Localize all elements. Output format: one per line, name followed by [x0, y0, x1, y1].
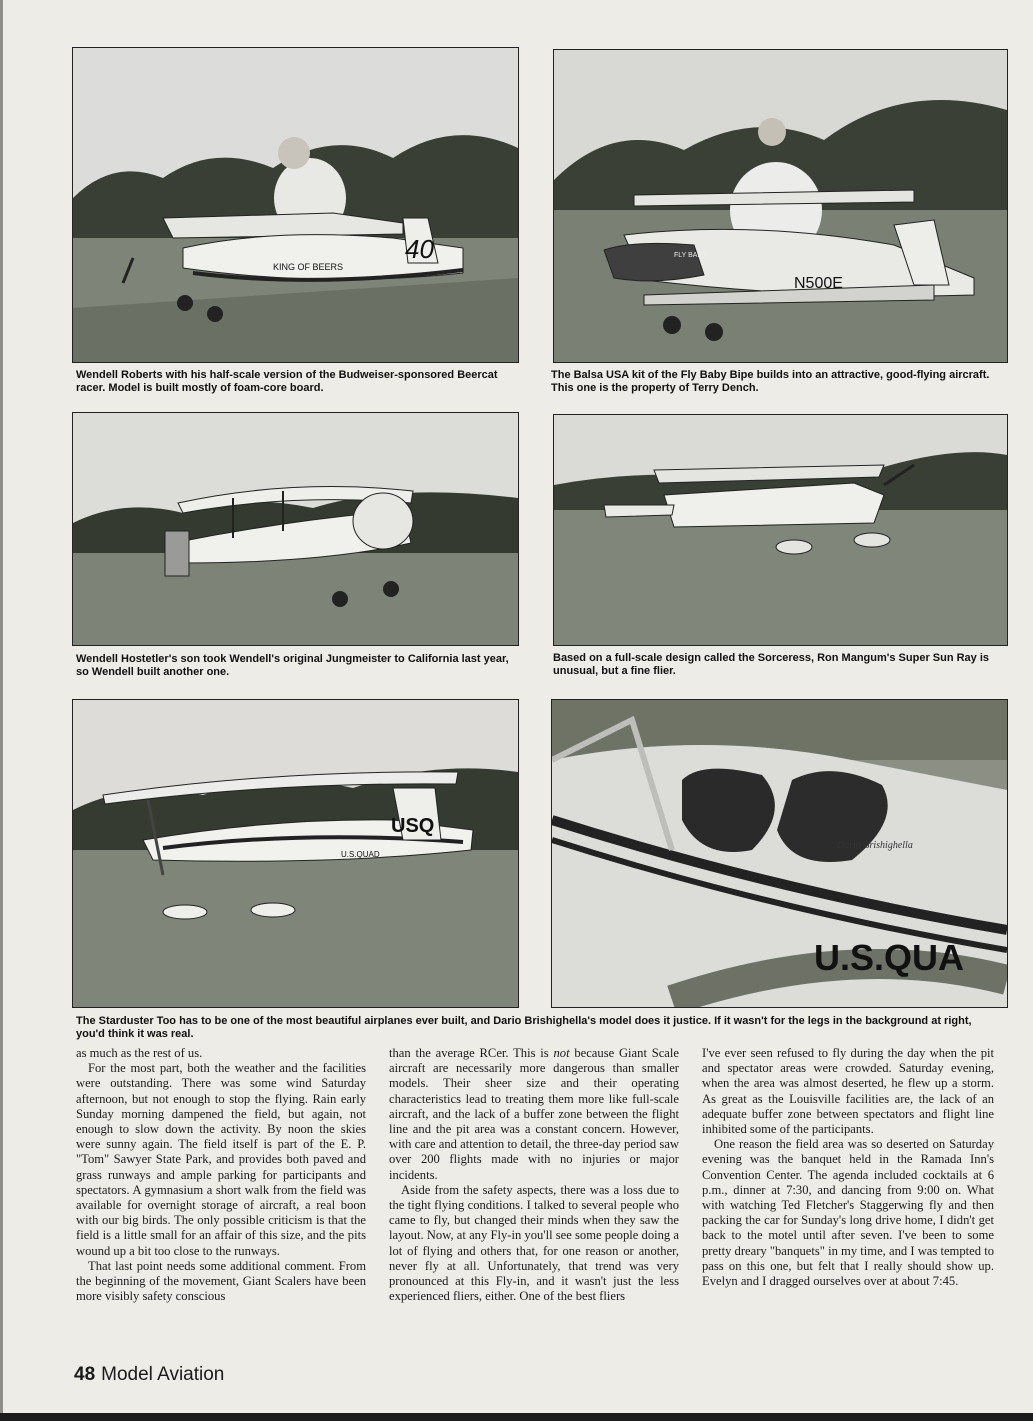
caption-sun-ray: Based on a full-scale design called the Sorceress, Ron Mangum's Super Sun Ray is unusual, but a fine flier. [553, 652, 990, 677]
photo-beercat-racer [72, 47, 519, 363]
col1-para-2: For the most part, both the weather and the facilities were outstanding. There was some wind Saturday afternoon, but not enough to stop the flying. Rain early Sunday morning dampened the field, but again, not enough to slow down the activity. By noon the skies were sunny again. The field itself is part of the E. P. "Tom" Sawyer State Park, and provides both paved and grass runways and ample parking for participants and spectators. A gymnasium a short walk from the field was available for overnight storage of aircraft, a real boon with our big birds. The only possible criticism is that the field is a little small for an affair of this size, and the pits wound up a bit too close to the runways. [76, 1061, 366, 1258]
body-column-1 [76, 1046, 366, 1304]
col3-para-2: One reason the field area was so deserted on Saturday evening was the banquet held in the Ramada Inn's Convention Center. The agenda included cocktails at 6 p.m., dinner at 7:30, and dancing from 9:00 on. What with watching Ted Fletcher's Staggerwing fly and then packing the car for Sunday's long drive home, I didn't get back to the motel until after seven. I've been to some pretty dreary "banquets" in my time, and I was tempted to pass on this one, but felt that I really should show up. Evelyn and I dragged ourselves over at about 7:45. [702, 1137, 994, 1289]
photo-starduster-too [72, 699, 519, 1008]
col1-para-1: as much as the rest of us. [76, 1046, 203, 1060]
caption-jungmeister: Wendell Hostetler's son took Wendell's original Jungmeister to California last year, so Wendell built another one. [76, 653, 509, 678]
body-column-2 [389, 1046, 679, 1304]
caption-fly-baby: The Balsa USA kit of the Fly Baby Bipe builds into an attractive, good-flying aircraft. This one is the property of Terry Dench. [551, 369, 990, 394]
page-bottom-edge [0, 1413, 1033, 1421]
closeup-signature: Dario Brishighella [837, 840, 913, 851]
col2-para-1 [389, 1046, 679, 1183]
photo-jungmeister [72, 412, 519, 646]
usq-fuselage-text: U.S.QUAD [341, 850, 380, 859]
page-edge [0, 0, 3, 1421]
photo-fly-baby-bipe [553, 49, 1008, 363]
usq-closeup-text: U.S.QUA [814, 937, 965, 978]
flybaby-name: FLY BABY [674, 252, 707, 259]
magazine-name: Model Aviation [101, 1364, 225, 1385]
racer-name: KING OF BEERS [273, 262, 344, 272]
page-number: 48 [74, 1364, 96, 1385]
usq-tail-text: USQ [391, 815, 435, 837]
caption-starduster: The Starduster Too has to be one of the most beautiful airplanes ever built, and Dario Brishighella's model does it justice. If it wasn't for the legs in the background at right, you'd think it was real. [76, 1015, 972, 1040]
photo-super-sun-ray [553, 414, 1008, 646]
caption-beercat: Wendell Roberts with his half-scale version of the Budweiser-sponsored Beercat racer. Model is built mostly of foam-core board. [76, 369, 498, 394]
col2-para-2: Aside from the safety aspects, there was a loss due to the tight flying conditions. I talked to several people who came to fly, but changed their minds when they saw the layout. Now, at any Fly-in you'll see some people doing a lot of flying and others that, for one reason or another, never fly at all. Unfortunately, that trend was very pronounced at this Fly-in, and it wasn't just the less experienced fliers, either. One of the best fliers [389, 1182, 679, 1304]
racer-number: 40 [405, 234, 434, 264]
col3-para-1: I've ever seen refused to fly during the day when the pit and spectator areas were crowded. Saturday evening, when the area was almost deserted, he flew up a storm. As great as the Louisville facilities are, the lack of an adequate buffer zone between spectators and flight line inhibited some of the participants. [702, 1046, 994, 1137]
page-footer [74, 1364, 224, 1386]
photo-starduster-closeup [551, 699, 1008, 1008]
col2-text-b: because Giant Scale aircraft are necessarily more dangerous than smaller models. Their sheer size and their operating characteristics lead to treating them more like full-scale aircraft, and the lack of a buffer zone between the flight line and the pit area was a constant concern. However, with care and attention to detail, the three-day period saw over 200 flights made with no injuries or major incidents. [389, 1046, 679, 1182]
col1-para-3: That last point needs some additional comment. From the beginning of the movement, Giant Scalers have been more visibly safety conscious [76, 1258, 366, 1304]
flybaby-registration: N500E [794, 275, 843, 292]
col2-text-a: than the average RCer. This is [389, 1046, 554, 1060]
body-column-3 [702, 1046, 994, 1289]
col2-emphasis: not [553, 1046, 570, 1060]
